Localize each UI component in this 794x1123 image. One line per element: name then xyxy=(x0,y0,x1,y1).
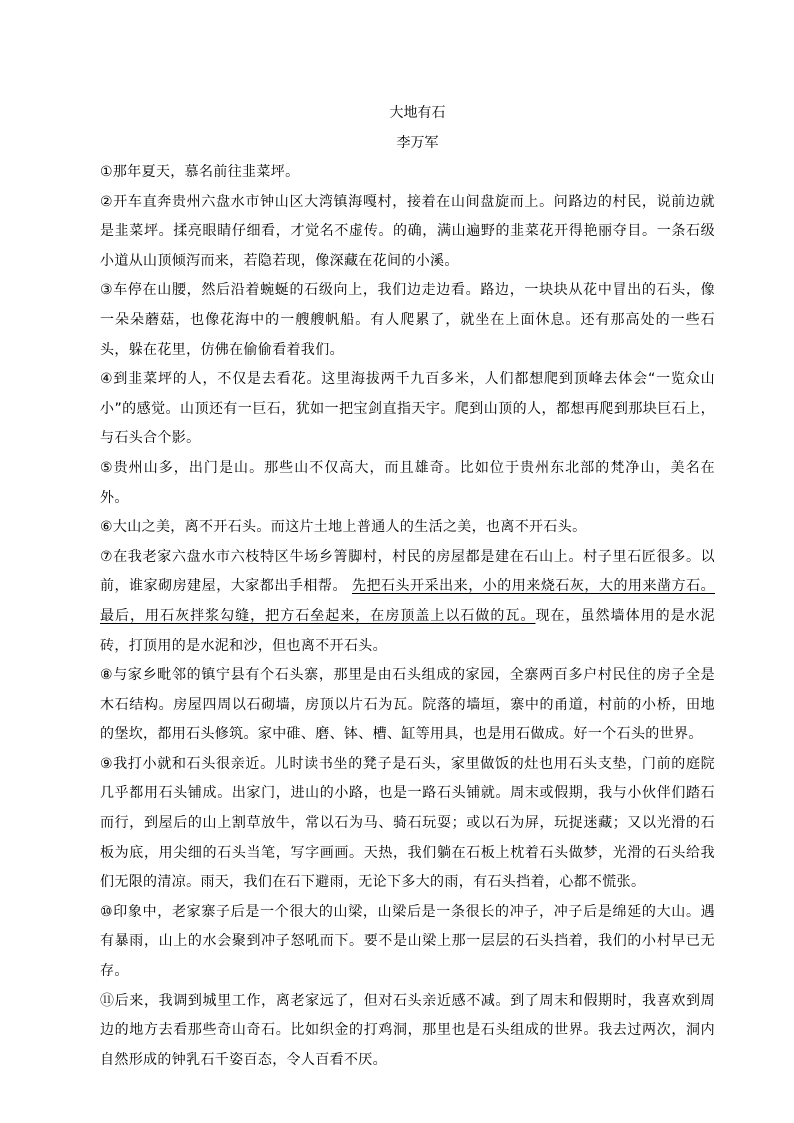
paragraph-3: ③车停在山腰，然后沿着蜿蜒的石级向上，我们边走边看。路边，一块块从花中冒出的石头，像一朵朵蘑菇，也像花海中的一艘艘帆船。有人爬累了，就坐在上面休息。还有那高处的一些石头，躲在花里，仿佛在偷偷看着我们。 xyxy=(100,282,715,358)
paragraph-4: ④到韭菜坪的人，不仅是去看花。这里海拔两千九百多米，人们都想爬到顶峰去体会“一览众山小”的感觉。山顶还有一巨石，犹如一把宝剑直指天宇。爬到山顶的人，都想再爬到那块巨石上，与石头合个影。 xyxy=(100,371,715,447)
paragraph-7-text: ⑦在我老家六盘水市六枝特区牛场乡箐脚村，村民的房屋都是建在石山上。村子里石匠很多。以前，谁家砌房建屋，大家都出手相帮。 xyxy=(100,548,715,595)
paragraph-9: ⑨我打小就和石头很亲近。儿时读书坐的凳子是石头，家里做饭的灶也用石头支垫，门前的庭院几乎都用石头铺成。出家门，进山的小路，也是一路石头铺就。周末或假期，我与小伙伴们踏石而行，到屋后的山上割草放牛，常以石为马、骑石玩耍；或以石为屏，玩捉迷藏；又以光滑的石板为底，用尖细的石头当笔，写字画画。天热，我们躺在石板上枕着石头做梦，光滑的石头给我们无限的清凉。雨天，我们在石下避雨，无论下多大的雨，有石头挡着，心都不慌张。 xyxy=(100,755,715,891)
paragraph-7 xyxy=(100,543,715,661)
document-page xyxy=(100,98,715,1075)
paragraph-2: ②开车直奔贵州六盘水市钟山区大湾镇海嘎村，接着在山间盘旋而上。问路边的村民，说前边就是韭菜坪。揉亮眼睛仔细看，才觉名不虚传。的确，满山遍野的韭菜花开得艳丽夺目。一条石级小道从山顶倾泻而来，若隐若现，像深藏在花间的小溪。 xyxy=(100,193,715,269)
paragraph-7-tail: 现在，虽然墙体用的是水泥砖，打顶用的是水泥和沙，但也离不开石头。 xyxy=(100,607,715,654)
paragraph-10: ⑩印象中，老家寨子后是一个很大的山梁，山梁后是一条很长的冲子，冲子后是绵延的大山。遇有暴雨，山上的水会聚到冲子怒吼而下。要不是山梁上那一层层的石头挡着，我们的小村早已无存。 xyxy=(100,903,715,980)
paragraph-1: ①那年夏天，慕名前往韭菜坪。 xyxy=(100,164,300,180)
paragraph-8: ⑧与家乡毗邻的镇宁县有个石头寨，那里是由石头组成的家园，全寨两百多户村民住的房子全是木石结构。房屋四周以石砌墙，房顶以片石为瓦。院落的墙垣，寨中的甬道，村前的小桥，田地的堡坎，都用石头修筑。家中碓、磨、钵、槽、缸等用具，也是用石做成。好一个石头的世界。 xyxy=(100,667,715,743)
underlined-sentence: 先把石头开采出来，小的用来烧石灰，大的用来凿方石。最后，用石灰拌浆勾缝，把方石垒起来，在房顶盖上以石做的瓦。 xyxy=(100,578,716,624)
paragraph-11: ⑪后来，我调到城里工作，离老家远了，但对石头亲近感不减。到了周末和假期时，我喜欢到周边的地方去看那些奇山奇石。比如织金的打鸡洞，那里也是石头组成的世界。我去过两次，洞内自然形成的钟乳石千姿百态，令人百看不厌。 xyxy=(100,992,715,1068)
article-title: 大地有石 xyxy=(389,105,446,121)
paragraph-6: ⑥大山之美，离不开石头。而这片土地上普通人的生活之美，也离不开石头。 xyxy=(100,519,587,536)
paragraph-5: ⑤贵州山多，出门是山。那些山不仅高大，而且雄奇。比如位于贵州东北部的梵净山，美名在外。 xyxy=(100,459,715,506)
article-author: 李万军 xyxy=(396,135,439,151)
